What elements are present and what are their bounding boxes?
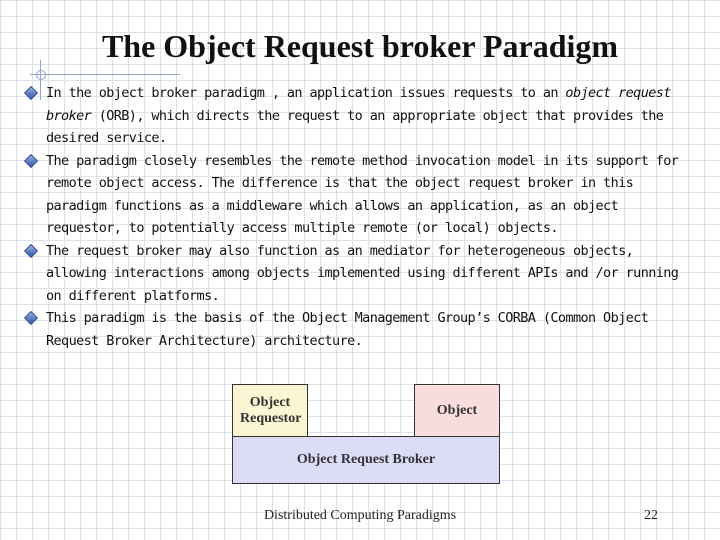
object-requestor-label: Object Requestor xyxy=(240,395,302,426)
diamond-bullet-icon xyxy=(24,311,38,325)
decorative-line xyxy=(30,74,180,75)
orb-diagram xyxy=(232,384,500,484)
page-number: 22 xyxy=(644,508,658,523)
object-box xyxy=(414,384,500,438)
bullet-list xyxy=(20,82,700,352)
decorative-circle-icon xyxy=(36,70,46,80)
bullet-italic-text: object request broker xyxy=(46,85,671,124)
bullet-text: (ORB), which directs the request to an appropriate object that provides the desired service. xyxy=(46,107,664,146)
object-requestor-box xyxy=(232,384,308,438)
object-request-broker-label: Object Request Broker xyxy=(296,452,436,467)
bullet-item xyxy=(20,307,700,352)
bullet-item xyxy=(20,150,700,240)
slide-footer: Distributed Computing Paradigms xyxy=(263,508,457,523)
object-request-broker-box xyxy=(232,436,500,484)
bullet-text: This paradigm is the basis of the Object Management Group’s CORBA (Common Object Request Broker Architecture) architecture. xyxy=(46,310,649,349)
bullet-text: The paradigm closely resembles the remote method invocation model in its support for remote object access. The difference is that the object request broker in this paradigm functions as a middleware which allows an application, as an object requestor, to potentially access multiple remote (or local) objects. xyxy=(46,152,679,236)
diamond-bullet-icon xyxy=(24,243,38,257)
bullet-text: In the object broker paradigm , an application issues requests to an xyxy=(46,85,566,101)
bullet-item xyxy=(20,240,700,308)
diamond-bullet-icon xyxy=(24,86,38,100)
slide-title: The Object Request broker Paradigm xyxy=(101,28,619,64)
bullet-text: The request broker may also function as an mediator for heterogeneous objects, allowing interactions among objects implemented using different APIs and /or running on different platforms. xyxy=(46,242,679,304)
diamond-bullet-icon xyxy=(24,153,38,167)
bullet-item xyxy=(20,82,700,150)
object-label: Object xyxy=(436,403,478,418)
